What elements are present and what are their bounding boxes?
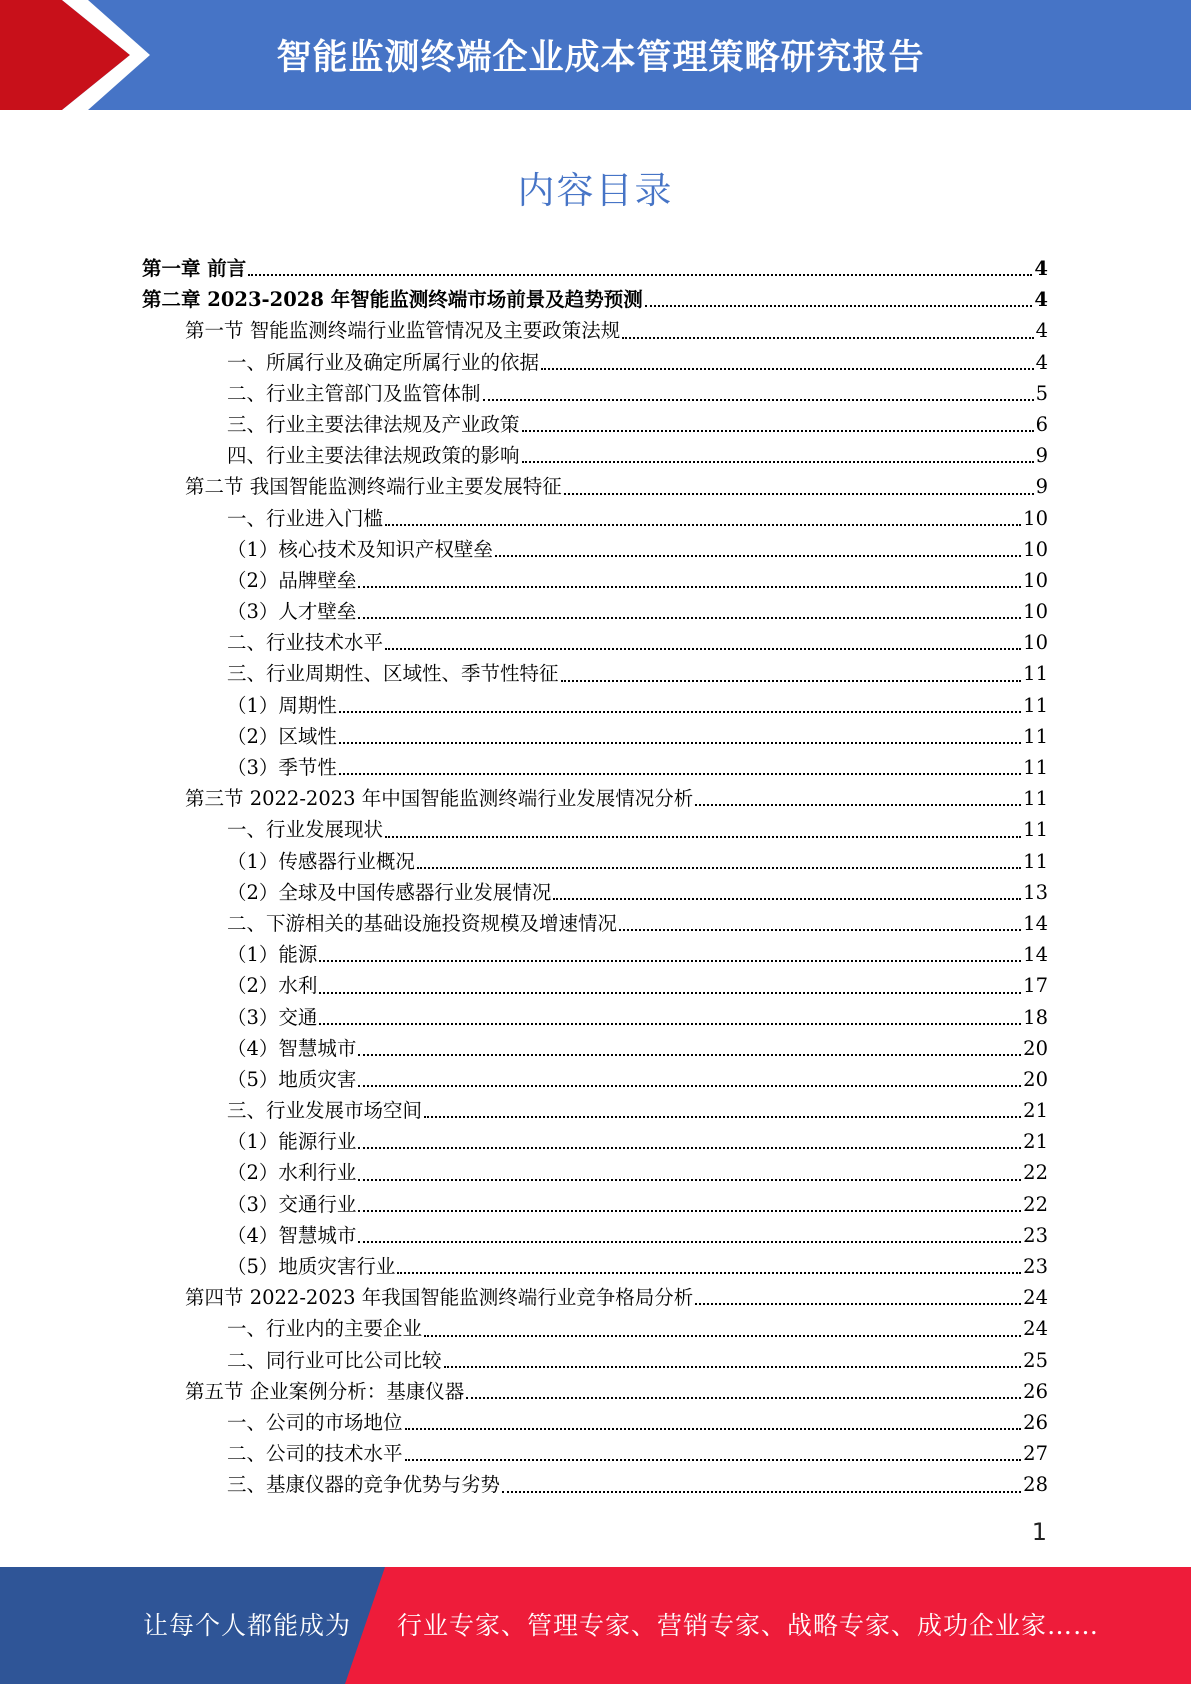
toc-dot-leader: [319, 970, 1021, 1001]
toc-dot-leader: [319, 1002, 1021, 1033]
toc-entry-page: 10: [1023, 568, 1048, 592]
toc-entry-page: 10: [1023, 537, 1048, 561]
toc-entry-page: 9: [1035, 444, 1048, 468]
toc-entry-title: 第二章 2023-2028 年智能监测终端市场前景及趋势预测: [142, 288, 643, 312]
toc-dot-leader: [522, 440, 1034, 471]
toc-dot-leader: [495, 534, 1021, 565]
toc-entry-page: 11: [1023, 756, 1048, 779]
page-number: 1: [1031, 1518, 1047, 1546]
toc-entry-page: 24: [1023, 1317, 1048, 1341]
toc-dot-leader: [385, 627, 1021, 658]
toc-entry[interactable]: [142, 1282, 1048, 1313]
toc-entry[interactable]: [142, 939, 1048, 970]
toc-entry-title: （2）水利: [227, 974, 318, 998]
toc-entry-page: 10: [1023, 600, 1048, 624]
toc-entry-page: 4: [1034, 288, 1048, 312]
toc-entry[interactable]: [142, 409, 1048, 440]
toc-dot-leader: [561, 658, 1022, 689]
toc-dot-leader: [358, 1220, 1021, 1251]
toc-entry-title: 三、基康仪器的竞争优势与劣势: [227, 1473, 501, 1497]
footer-banner: [0, 1567, 1191, 1684]
toc-entry[interactable]: [142, 658, 1048, 689]
toc-entry[interactable]: [142, 752, 1048, 783]
toc-dot-leader: [358, 1126, 1021, 1157]
footer-slogan-left: 让每个人都能成为: [143, 1611, 352, 1640]
toc-entry-page: 28: [1023, 1473, 1048, 1497]
toc-dot-leader: [466, 1376, 1021, 1407]
toc-entry-page: 6: [1035, 412, 1048, 436]
toc-entry[interactable]: [142, 378, 1048, 409]
toc-entry-title: （3）季节性: [227, 756, 337, 779]
toc-entry-title: 一、行业进入门槛: [227, 506, 384, 530]
toc-entry-page: 18: [1023, 1005, 1048, 1029]
toc-dot-leader: [695, 1282, 1021, 1313]
toc-entry-title: （4）智慧城市: [227, 1223, 357, 1247]
toc-entry-title: 一、行业发展现状: [227, 818, 384, 842]
toc-entry-page: 11: [1023, 787, 1048, 811]
toc-entry-page: 10: [1023, 506, 1048, 530]
toc-dot-leader: [417, 846, 1021, 877]
toc-entry-page: 26: [1023, 1410, 1048, 1434]
toc-entry-title: 一、公司的市场地位: [227, 1410, 403, 1434]
toc-entry-title: （5）地质灾害: [227, 1067, 357, 1091]
toc-entry[interactable]: [142, 253, 1048, 284]
toc-entry[interactable]: [142, 284, 1048, 315]
toc-entry-title: 一、行业内的主要企业: [227, 1317, 423, 1341]
toc-dot-leader: [444, 1345, 1022, 1376]
toc-entry-page: 4: [1035, 319, 1048, 343]
header-banner: [0, 0, 1191, 110]
toc-entry-title: （2）全球及中国传感器行业发展情况: [227, 880, 552, 904]
toc-entry-page: 14: [1023, 943, 1048, 967]
toc-entry-title: （2）区域性: [227, 724, 337, 748]
toc-entry-page: 11: [1023, 818, 1048, 842]
toc-entry-title: 第五节 企业案例分析：基康仪器: [185, 1379, 465, 1403]
toc-entry-page: 17: [1023, 974, 1048, 998]
toc-entry-page: 26: [1023, 1379, 1048, 1403]
toc-entry-title: （1）能源行业: [227, 1130, 357, 1154]
toc-entry-page: 14: [1023, 911, 1048, 935]
toc-entry[interactable]: [142, 846, 1048, 877]
toc-dot-leader: [358, 1064, 1021, 1095]
toc-entry-title: 第四节 2022-2023 年我国智能监测终端行业竞争格局分析: [185, 1286, 694, 1310]
toc-dot-leader: [424, 1095, 1021, 1126]
toc-dot-leader: [405, 1438, 1022, 1469]
toc-entry-page: 20: [1023, 1067, 1048, 1091]
toc-entry-title: 三、行业周期性、区域性、季节性特征: [227, 662, 559, 686]
toc-entry-title: 二、下游相关的基础设施投资规模及增速情况: [227, 911, 618, 935]
toc-entry[interactable]: [142, 1157, 1048, 1188]
toc-entry-title: （3）交通行业: [227, 1192, 357, 1216]
toc-dot-leader: [564, 471, 1034, 502]
report-title: 智能监测终端企业成本管理策略研究报告: [276, 38, 925, 78]
toc-heading: 内容目录: [517, 169, 674, 212]
toc-entry[interactable]: [142, 1189, 1048, 1220]
toc-entry-page: 25: [1023, 1348, 1048, 1372]
toc-dot-leader: [339, 721, 1021, 752]
toc-entry[interactable]: [142, 596, 1048, 627]
toc-dot-leader: [522, 409, 1034, 440]
toc-dot-leader: [385, 503, 1021, 534]
toc-entry-title: （3）人才壁垒: [227, 600, 357, 624]
toc-entry[interactable]: [142, 1376, 1048, 1407]
toc-entry[interactable]: [142, 1345, 1048, 1376]
toc-dot-leader: [358, 1033, 1021, 1064]
toc-entry-title: 二、行业技术水平: [227, 631, 384, 655]
toc-dot-leader: [358, 596, 1021, 627]
toc-entry-title: （1）周期性: [227, 693, 337, 717]
toc-entry[interactable]: [142, 315, 1048, 346]
toc-entry[interactable]: [142, 1126, 1048, 1157]
toc-entry-title: （5）地质灾害行业: [227, 1255, 396, 1278]
toc-entry[interactable]: [142, 908, 1048, 939]
toc-entry[interactable]: [142, 1095, 1048, 1126]
toc-entry[interactable]: [142, 721, 1048, 752]
toc-dot-leader: [619, 908, 1021, 939]
toc-dot-leader: [541, 347, 1034, 378]
toc-entry-page: 11: [1023, 849, 1048, 873]
toc-entry[interactable]: [142, 1407, 1048, 1438]
toc-entry-title: 二、同行业可比公司比较: [227, 1348, 442, 1372]
toc-entry[interactable]: [142, 1313, 1048, 1344]
toc-entry-page: 9: [1035, 475, 1048, 499]
toc-dot-leader: [358, 565, 1021, 596]
footer-slogan-right: 行业专家、管理专家、营销专家、战略专家、成功企业家……: [397, 1611, 1100, 1640]
toc-entry-page: 21: [1023, 1130, 1048, 1154]
toc-entry[interactable]: [142, 1064, 1048, 1095]
toc-entry-title: 二、行业主管部门及监管体制: [227, 381, 481, 405]
toc-dot-leader: [502, 1469, 1021, 1500]
toc-dot-leader: [405, 1407, 1022, 1438]
toc-entry-page: 22: [1023, 1192, 1048, 1216]
toc-dot-leader: [553, 877, 1021, 908]
toc-dot-leader: [339, 752, 1021, 783]
toc-dot-leader: [248, 253, 1032, 284]
toc-dot-leader: [339, 690, 1021, 721]
toc-entry[interactable]: [142, 440, 1048, 471]
toc-entry-page: 13: [1023, 880, 1048, 904]
toc-entry-title: （4）智慧城市: [227, 1036, 357, 1060]
toc-dot-leader: [319, 939, 1021, 970]
toc-dot-leader: [385, 814, 1021, 845]
toc-entry[interactable]: [142, 814, 1048, 845]
toc-entry[interactable]: [142, 783, 1048, 814]
toc-entry-title: 第三节 2022-2023 年中国智能监测终端行业发展情况分析: [185, 787, 694, 811]
toc-entry-page: 11: [1023, 693, 1048, 717]
toc-entry-page: 21: [1023, 1099, 1048, 1123]
toc-entry[interactable]: [142, 1033, 1048, 1064]
toc-entry[interactable]: [142, 1438, 1048, 1469]
toc-entry-page: 27: [1023, 1442, 1048, 1466]
toc-entry[interactable]: [142, 471, 1048, 502]
toc-entry[interactable]: [142, 347, 1048, 378]
toc-entry-title: 第一节 智能监测终端行业监管情况及主要政策法规: [185, 319, 621, 343]
toc-entry[interactable]: [142, 1251, 1048, 1282]
toc-entry[interactable]: [142, 690, 1048, 721]
toc-entry[interactable]: [142, 565, 1048, 596]
toc-entry-title: （3）交通: [227, 1005, 318, 1029]
toc-entry[interactable]: [142, 970, 1048, 1001]
toc-dot-leader: [358, 1157, 1021, 1188]
toc-entry-title: （1）传感器行业概况: [227, 849, 415, 873]
toc-entry-title: （2）水利行业: [227, 1161, 357, 1185]
toc-entry-page: 23: [1023, 1255, 1048, 1278]
toc-dot-leader: [397, 1251, 1021, 1282]
toc-entry-page: 22: [1023, 1161, 1048, 1185]
toc-entry-page: 24: [1023, 1286, 1048, 1310]
toc-entry-title: 第二节 我国智能监测终端行业主要发展特征: [185, 475, 562, 499]
toc-dot-leader: [695, 783, 1021, 814]
toc-entry-title: （1）核心技术及知识产权壁垒: [227, 537, 493, 561]
toc-entry[interactable]: [142, 877, 1048, 908]
toc-entry-page: 20: [1023, 1036, 1048, 1060]
toc-entry-title: 三、行业发展市场空间: [227, 1099, 423, 1123]
toc-dot-leader: [483, 378, 1034, 409]
toc-entry[interactable]: [142, 1469, 1048, 1500]
toc-entry-title: 三、行业主要法律法规及产业政策: [227, 412, 520, 436]
toc-entry-title: （2）品牌壁垒: [227, 568, 357, 592]
toc-entry-title: 一、所属行业及确定所属行业的依据: [227, 350, 540, 374]
toc-entry-page: 5: [1035, 381, 1048, 405]
toc-dot-leader: [622, 315, 1033, 346]
toc-entry-page: 4: [1035, 350, 1048, 374]
toc-entry[interactable]: [142, 627, 1048, 658]
toc-entry[interactable]: [142, 1002, 1048, 1033]
toc-entry-page: 11: [1023, 662, 1048, 686]
toc-entry-page: 10: [1023, 631, 1048, 655]
toc-dot-leader: [424, 1313, 1021, 1344]
toc-entry[interactable]: [142, 1220, 1048, 1251]
toc-entry-page: 4: [1034, 257, 1048, 280]
toc-entry-page: 23: [1023, 1223, 1048, 1247]
toc-entry[interactable]: [142, 534, 1048, 565]
toc-dot-leader: [645, 284, 1033, 315]
toc-entry-title: 四、行业主要法律法规政策的影响: [227, 444, 520, 468]
toc-entry[interactable]: [142, 503, 1048, 534]
toc-dot-leader: [358, 1189, 1021, 1220]
toc-entry-title: 二、公司的技术水平: [227, 1442, 403, 1466]
table-of-contents: [142, 253, 1048, 1501]
toc-entry-title: （1）能源: [227, 943, 318, 967]
toc-entry-title: 第一章 前言: [142, 257, 247, 280]
toc-entry-page: 11: [1023, 724, 1048, 748]
